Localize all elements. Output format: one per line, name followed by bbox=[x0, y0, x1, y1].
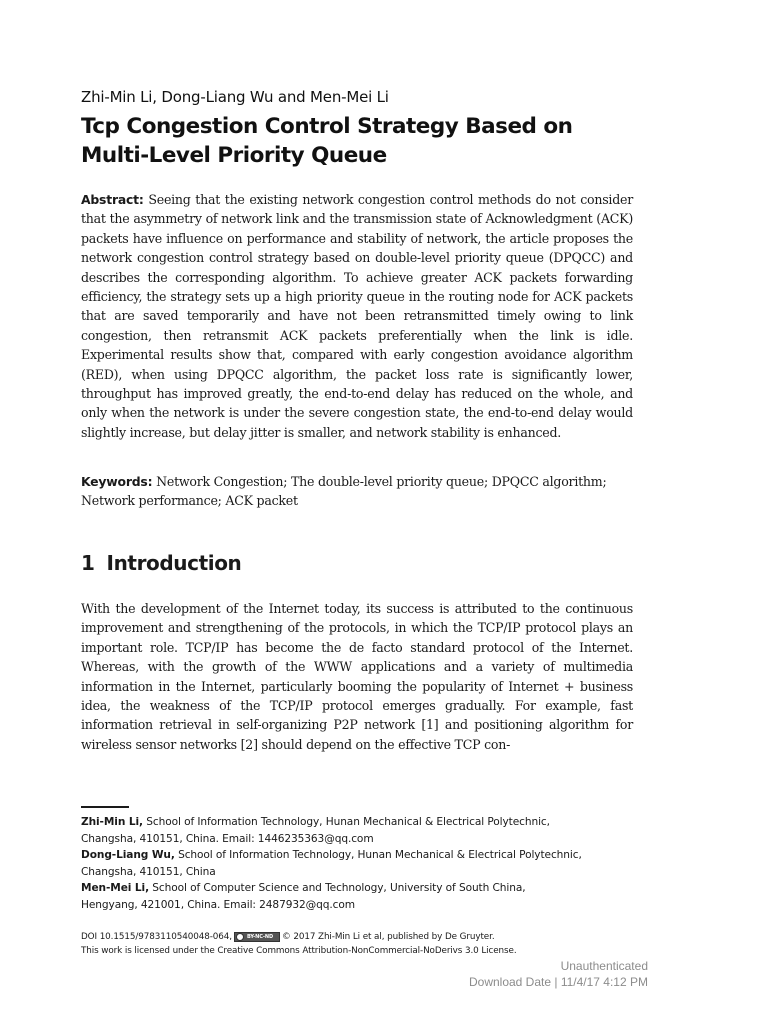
author-list: Zhi-Min Li, Dong-Liang Wu and Men-Mei Li bbox=[81, 88, 389, 106]
keywords bbox=[81, 472, 633, 511]
keywords-label: Keywords: bbox=[81, 474, 153, 489]
affiliation-address: Changsha, 410151, China. Email: 1446235363@qq.com bbox=[81, 832, 374, 845]
footnote-divider bbox=[81, 806, 129, 808]
title-line-2: Multi-Level Priority Queue bbox=[81, 143, 387, 168]
abstract-label: Abstract: bbox=[81, 192, 144, 207]
watermark-status: Unauthenticated bbox=[560, 959, 648, 973]
paper-page bbox=[81, 0, 633, 1024]
abstract bbox=[81, 190, 633, 442]
affiliation-institution: School of Information Technology, Hunan Mechanical & Electrical Polytechnic, bbox=[142, 816, 550, 828]
license-text: This work is licensed under the Creative Commons Attribution-NonCommercial-NoDerivs 3.0 License. bbox=[81, 946, 517, 956]
affiliation-author-name: Dong-Liang Wu, bbox=[81, 849, 175, 862]
affiliation-author-name: Men-Mei Li, bbox=[81, 882, 150, 895]
affiliation-address: Changsha, 410151, China bbox=[81, 865, 216, 878]
author-affiliations bbox=[81, 814, 633, 914]
title-line-1: Tcp Congestion Control Strategy Based on bbox=[81, 114, 573, 139]
introduction-paragraph: With the development of the Internet today, its success is attributed to the continuous improvement and strengthening of the protocols, in which the TCP/IP protocol plays an important role. TCP/IP has become the de facto standard protocol of the Internet. Whereas, with the growth of the WWW applications and a variety of multimedia information in the Internet, particularly booming the popularity of Internet + business idea, the weakness of the TCP/IP protocol emerges gradually. For example, fast information retrieval in self-organizing P2P network [1] and positioning algorithm for wireless sensor networks [2] should depend on the effective TCP con- bbox=[81, 601, 633, 752]
copyright-text: © 2017 Zhi-Min Li et al, published by De Gruyter. bbox=[281, 932, 495, 942]
abstract-text: Seeing that the existing network congestion control methods do not consider that the asymmetry of network link and the transmission state of Acknowledgment (ACK) packets have influence on performance and stability of network, the article proposes the network congestion control strategy based on double-level priority queue (DPQCC) and describes the corresponding algorithm. To achieve greater ACK packets forwarding efficiency, the strategy sets up a high priority queue in the routing node for ACK packets that are saved temporarily and have not been retransmitted timely owing to link congestion, then retransmit ACK packets preferentially when the link is idle. Experimental results show that, compared with early congestion avoidance algorithm (RED), when using DPQCC algorithm, the packet loss rate is significantly lower, throughput has improved greatly, the end-to-end delay has reduced on the whole, and only when the network is under the severe congestion state, the end-to-end delay would slightly increase, but delay jitter is smaller, and network stability is enhanced. bbox=[81, 192, 633, 440]
cc-badge-text: BY-NC-ND bbox=[246, 933, 274, 940]
affiliation-address: Hengyang, 421001, China. Email: 2487932@qq.com bbox=[81, 898, 355, 911]
affiliation-author-name: Zhi-Min Li, bbox=[81, 816, 143, 828]
cc-license-icon bbox=[234, 932, 280, 942]
cc-circle-icon bbox=[236, 933, 244, 941]
affiliation-item bbox=[81, 880, 633, 913]
affiliation-item bbox=[81, 814, 633, 847]
legal-notice bbox=[81, 930, 633, 958]
affiliation-item bbox=[81, 847, 633, 880]
paper-title bbox=[81, 112, 633, 170]
affiliation-institution: School of Computer Science and Technology, University of South China, bbox=[149, 882, 526, 895]
section-heading-introduction bbox=[81, 551, 241, 575]
keywords-text: Network Congestion; The double-level priority queue; DPQCC algorithm; Network performance; ACK packet bbox=[81, 474, 607, 509]
doi-text: DOI 10.1515/9783110540048-064, bbox=[81, 932, 232, 942]
section-number: 1 bbox=[81, 551, 95, 575]
download-watermark bbox=[469, 958, 648, 990]
section-title: Introduction bbox=[106, 551, 242, 575]
watermark-date: Download Date | 11/4/17 4:12 PM bbox=[468, 975, 648, 989]
doi-line bbox=[81, 930, 633, 944]
affiliation-institution: School of Information Technology, Hunan Mechanical & Electrical Polytechnic, bbox=[174, 849, 582, 862]
